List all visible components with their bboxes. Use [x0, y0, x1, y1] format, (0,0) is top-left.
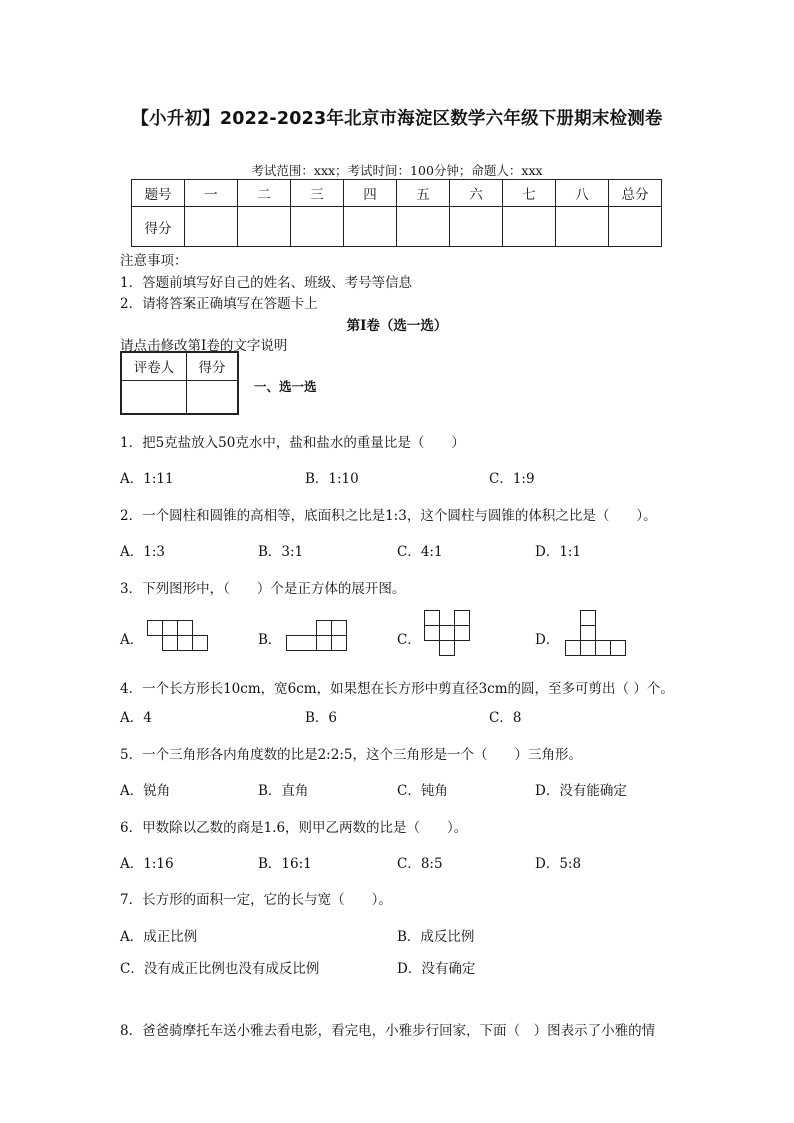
q7-option-c[interactable]: C．没有成正比例也没有成反比例	[120, 961, 320, 977]
q6-option-c[interactable]: C．8:5	[397, 856, 443, 872]
score-input-cell[interactable]	[238, 207, 291, 247]
question-8: 8．爸爸骑摩托车送小雅去看电影，看完电，小雅步行回家，下面（ ）图表示了小雅的情	[120, 1023, 656, 1039]
score-input-cell[interactable]	[185, 207, 238, 247]
section-description[interactable]: 请点击修改第I卷的文字说明	[120, 338, 288, 354]
score-input-cell[interactable]	[609, 207, 662, 247]
score-table	[131, 179, 662, 247]
question-6: 6．甲数除以乙数的商是1.6，则甲乙两数的比是（ ）。	[120, 820, 468, 836]
q3-option-b[interactable]: B．	[258, 632, 282, 648]
note-item: 1．答题前填写好自己的姓名、班级、考号等信息	[120, 275, 413, 291]
score-header-cell: 八	[556, 180, 609, 207]
q4-option-b[interactable]: B．6	[305, 710, 338, 726]
q5-option-d[interactable]: D．没有能确定	[535, 783, 627, 799]
grader-input-cell[interactable]	[121, 380, 187, 414]
document-title: 【小升初】2022-2023年北京市海淀区数学六年级下册期末检测卷	[131, 109, 663, 129]
score-header-cell: 六	[450, 180, 503, 207]
score-input-cell[interactable]	[503, 207, 556, 247]
grader-score-input-cell[interactable]	[187, 380, 239, 414]
score-header-cell: 题号	[132, 180, 185, 207]
score-header-cell: 七	[503, 180, 556, 207]
grader-label: 评卷人	[121, 352, 187, 380]
q3-option-c[interactable]: C．	[397, 632, 421, 648]
q2-option-d[interactable]: D．1:1	[535, 544, 582, 560]
q1-option-a[interactable]: A．1:11	[120, 471, 174, 487]
q6-option-d[interactable]: D．5:8	[535, 856, 582, 872]
q2-option-b[interactable]: B．3:1	[258, 544, 304, 560]
grader-score-label: 得分	[187, 352, 239, 380]
question-7: 7．长方形的面积一定，它的长与宽（ ）。	[120, 892, 392, 908]
part-title: 一、选一选	[254, 379, 317, 394]
q6-option-b[interactable]: B．16:1	[258, 856, 312, 872]
question-3: 3．下列图形中，（ ）个是正方体的展开图。	[120, 581, 406, 597]
q5-option-a[interactable]: A．锐角	[120, 783, 171, 799]
q2-option-a[interactable]: A．1:3	[120, 544, 165, 560]
q4-option-a[interactable]: A．4	[120, 710, 152, 726]
score-header-cell: 四	[344, 180, 397, 207]
question-4: 4．一个长方形长10cm，宽6cm，如果想在长方形中剪直径3cm的圆，至多可剪出（ ）个。	[120, 681, 674, 697]
q3-option-d[interactable]: D．	[535, 632, 560, 648]
q5-option-c[interactable]: C．钝角	[397, 783, 448, 799]
question-5: 5．一个三角形各内角度数的比是2:2:5，这个三角形是一个（ ）三角形。	[120, 747, 582, 763]
score-header-cell: 总分	[609, 180, 662, 207]
exam-info: 考试范围：xxx；考试时间：100分钟；命题人：xxx	[251, 163, 543, 178]
q2-option-c[interactable]: C．4:1	[397, 544, 443, 560]
q6-option-a[interactable]: A．1:16	[120, 856, 174, 872]
score-input-cell[interactable]	[344, 207, 397, 247]
q1-option-c[interactable]: C．1:9	[489, 471, 535, 487]
score-header-cell: 二	[238, 180, 291, 207]
score-header-cell: 一	[185, 180, 238, 207]
q7-option-b[interactable]: B．成反比例	[397, 929, 475, 945]
question-2: 2．一个圆柱和圆锥的高相等，底面积之比是1:3，这个圆柱与圆锥的体积之比是（ ）。	[120, 508, 657, 524]
q7-option-d[interactable]: D．没有确定	[397, 961, 476, 977]
score-input-cell[interactable]	[450, 207, 503, 247]
score-input-cell[interactable]	[397, 207, 450, 247]
score-input-cell[interactable]	[291, 207, 344, 247]
score-header-cell: 五	[397, 180, 450, 207]
q3-option-a[interactable]: A．	[120, 632, 144, 648]
grader-table	[120, 351, 239, 415]
notes-heading: 注意事项：	[120, 253, 188, 269]
q5-option-b[interactable]: B．直角	[258, 783, 309, 799]
q7-option-a[interactable]: A．成正比例	[120, 929, 198, 945]
question-1: 1．把5克盐放入50克水中，盐和盐水的重量比是（ ）	[120, 435, 465, 451]
score-header-cell: 三	[291, 180, 344, 207]
score-row-label: 得分	[132, 207, 185, 247]
score-input-cell[interactable]	[556, 207, 609, 247]
q1-option-b[interactable]: B．1:10	[305, 471, 359, 487]
section-title: 第I卷（选一选）	[346, 318, 448, 334]
q4-option-c[interactable]: C．8	[489, 710, 522, 726]
note-item: 2．请将答案正确填写在答题卡上	[120, 296, 318, 312]
